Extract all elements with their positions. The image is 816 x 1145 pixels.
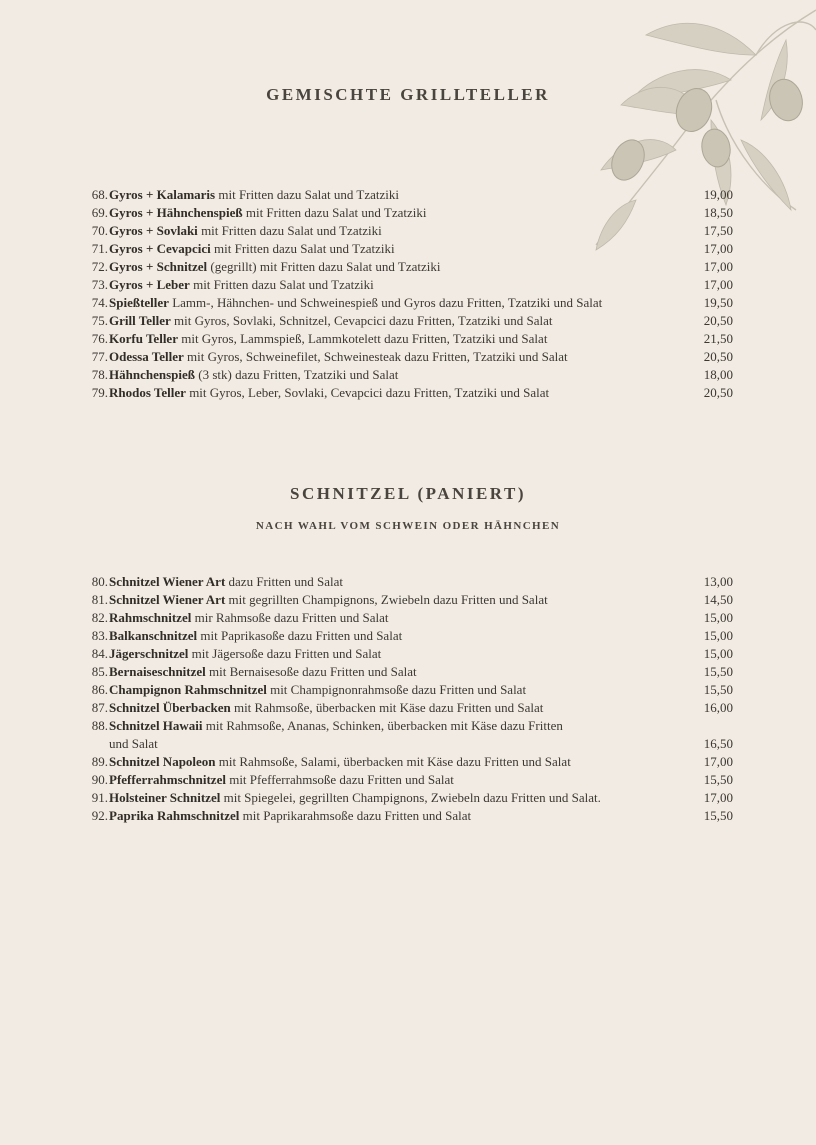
item-price: 15,50 [703, 682, 733, 697]
menu-item [0, 186, 816, 204]
item-number: 81. [91, 592, 108, 607]
item-price: 18,00 [703, 367, 733, 382]
item-number: 82. [91, 610, 108, 625]
menu-item [0, 753, 816, 771]
item-number: 76. [91, 331, 108, 346]
item-name: Schnitzel Napoleon [109, 754, 216, 769]
item-description: mit Jägersoße dazu Fritten und Salat [191, 646, 382, 661]
item-price: 20,50 [703, 349, 733, 364]
menu-list-schnitzel [0, 573, 816, 825]
item-price: 17,00 [703, 790, 733, 805]
item-number: 77. [91, 349, 108, 364]
menu-item [0, 663, 816, 681]
menu-item [0, 699, 816, 717]
item-description: mit Fritten dazu Salat und Tzatziki [214, 241, 395, 256]
item-price: 16,00 [703, 700, 733, 715]
item-name: Balkanschnitzel [109, 628, 198, 643]
item-number: 78. [91, 367, 108, 382]
item-description: mit Gyros, Schweinefilet, Schweinesteak dazu Fritten, Tzatziki und Salat [187, 349, 568, 364]
item-number: 75. [91, 313, 108, 328]
item-name: Jägerschnitzel [109, 646, 189, 661]
menu-item [0, 771, 816, 789]
item-description: Lamm-, Hähnchen- und Schweinespieß und Gyros dazu Fritten, Tzatziki und Salat [172, 295, 603, 310]
item-number: 84. [91, 646, 108, 661]
item-description: mit Fritten dazu Salat und Tzatziki [201, 223, 382, 238]
item-description: mit gegrillten Champignons, Zwiebeln dazu Fritten und Salat [228, 592, 548, 607]
item-price: 17,00 [703, 754, 733, 769]
section-subtitle-schnitzel: NACH WAHL VOM SCHWEIN ODER HÄHNCHEN [255, 520, 561, 532]
item-name: Paprika Rahmschnitzel [109, 808, 240, 823]
menu-item [0, 348, 816, 366]
item-name: Rahmschnitzel [109, 610, 192, 625]
item-description: mit Bernaisesoße dazu Fritten und Salat [209, 664, 417, 679]
item-number: 91. [91, 790, 108, 805]
item-number: 74. [91, 295, 108, 310]
item-name: Gyros + Leber [109, 277, 190, 292]
item-name: Gyros + Schnitzel [109, 259, 208, 274]
item-number: 71. [91, 241, 108, 256]
menu-list-grillteller [0, 186, 816, 402]
item-number: 69. [91, 205, 108, 220]
item-number: 92. [91, 808, 108, 823]
item-name: Bernaiseschnitzel [109, 664, 206, 679]
item-price: 20,50 [703, 313, 733, 328]
item-description: mit Fritten dazu Salat und Tzatziki [218, 187, 399, 202]
menu-item [0, 717, 816, 753]
item-description: mit Rahmsoße, überbacken mit Käse dazu Fritten und Salat [233, 700, 544, 715]
item-price: 18,50 [703, 205, 733, 220]
item-price: 15,50 [703, 664, 733, 679]
item-name: Schnitzel Hawaii [109, 718, 203, 733]
item-name: Grill Teller [109, 313, 171, 328]
item-name: Gyros + Kalamaris [109, 187, 216, 202]
item-number: 79. [91, 385, 108, 400]
item-name: Korfu Teller [109, 331, 178, 346]
menu-item [0, 681, 816, 699]
item-price: 16,50 [703, 736, 733, 751]
item-name: Gyros + Hähnchenspieß [109, 205, 243, 220]
item-price: 13,00 [703, 574, 733, 589]
item-price: 17,00 [703, 277, 733, 292]
menu-item [0, 330, 816, 348]
item-name: Schnitzel Wiener Art [109, 574, 226, 589]
item-description: (3 stk) dazu Fritten, Tzatziki und Salat [198, 367, 399, 382]
section-title-grillteller: GEMISCHTE GRILLTELLER [266, 85, 550, 104]
item-number: 90. [91, 772, 108, 787]
item-description: mit Gyros, Lammspieß, Lammkotelett dazu Fritten, Tzatziki und Salat [181, 331, 548, 346]
menu-item [0, 627, 816, 645]
item-number: 80. [91, 574, 108, 589]
item-price: 19,50 [703, 295, 733, 310]
item-price: 14,50 [703, 592, 733, 607]
item-name: Schnitzel Wiener Art [109, 592, 226, 607]
item-number: 86. [91, 682, 108, 697]
item-description: mit Paprikasoße dazu Fritten und Salat [200, 628, 403, 643]
item-price: 15,50 [703, 772, 733, 787]
item-description: mit Pfefferrahmsoße dazu Fritten und Salat [229, 772, 454, 787]
menu-item [0, 204, 816, 222]
item-price: 15,00 [703, 610, 733, 625]
menu-item [0, 807, 816, 825]
menu-item [0, 312, 816, 330]
item-name: Hähnchenspieß [109, 367, 195, 382]
menu-item [0, 222, 816, 240]
menu-item [0, 609, 816, 627]
item-description: mit Fritten dazu Salat und Tzatziki [193, 277, 374, 292]
item-price: 17,00 [703, 241, 733, 256]
item-description: mit Gyros, Sovlaki, Schnitzel, Cevapcici dazu Fritten, Tzatziki und Salat [174, 313, 553, 328]
menu-item [0, 294, 816, 312]
menu-item [0, 384, 816, 402]
menu-item [0, 789, 816, 807]
menu-item [0, 258, 816, 276]
item-description: dazu Fritten und Salat [228, 574, 343, 589]
item-number: 70. [91, 223, 108, 238]
item-description: mit Champignonrahmsoße dazu Fritten und Salat [270, 682, 527, 697]
item-price: 20,50 [703, 385, 733, 400]
item-number: 68. [91, 187, 108, 202]
menu-item [0, 573, 816, 591]
item-price: 21,50 [703, 331, 733, 346]
item-description: mit Gyros, Leber, Sovlaki, Cevapcici dazu Fritten, Tzatziki und Salat [189, 385, 550, 400]
item-price: 19,00 [703, 187, 733, 202]
item-description: mit Fritten dazu Salat und Tzatziki [245, 205, 427, 220]
item-price: 15,00 [703, 628, 733, 643]
item-name: Rhodos Teller [109, 385, 186, 400]
item-name: Odessa Teller [109, 349, 184, 364]
item-description: mit Paprikarahmsoße dazu Fritten und Salat [242, 808, 472, 823]
menu-item [0, 366, 816, 384]
item-name: Spießteller [109, 295, 169, 310]
item-number: 87. [91, 700, 108, 715]
item-name: Pfefferrahmschnitzel [109, 772, 226, 787]
item-number: 72. [91, 259, 108, 274]
item-number: 89. [91, 754, 108, 769]
item-name: Gyros + Cevapcici [109, 241, 211, 256]
item-price: 17,50 [703, 223, 733, 238]
item-number: 73. [91, 277, 108, 292]
item-number: 83. [91, 628, 108, 643]
item-description: mit Spiegelei, gegrillten Champignons, Zwiebeln dazu Fritten und Salat. [223, 790, 601, 805]
item-name: Champignon Rahmschnitzel [109, 682, 267, 697]
item-price: 17,00 [703, 259, 733, 274]
item-description: mit Rahmsoße, Salami, überbacken mit Käse dazu Fritten und Salat [218, 754, 571, 769]
menu-item [0, 276, 816, 294]
menu-item [0, 645, 816, 663]
item-name: Gyros + Sovlaki [109, 223, 198, 238]
item-price: 15,50 [703, 808, 733, 823]
item-name: Schnitzel Überbacken [109, 700, 231, 715]
item-description: mit Rahmsoße, Ananas, Schinken, überbacken mit Käse dazu Fritten [205, 718, 563, 733]
item-number: 85. [91, 664, 108, 679]
menu-item [0, 240, 816, 258]
section-title-schnitzel: SCHNITZEL (PANIERT) [290, 484, 526, 503]
item-description: mir Rahmsoße dazu Fritten und Salat [194, 610, 389, 625]
item-name: Holsteiner Schnitzel [109, 790, 221, 805]
menu-item [0, 591, 816, 609]
item-description-continued: und Salat [109, 736, 158, 751]
item-description: (gegrillt) mit Fritten dazu Salat und Tzatziki [210, 259, 441, 274]
item-price: 15,00 [703, 646, 733, 661]
item-number: 88. [91, 718, 108, 733]
